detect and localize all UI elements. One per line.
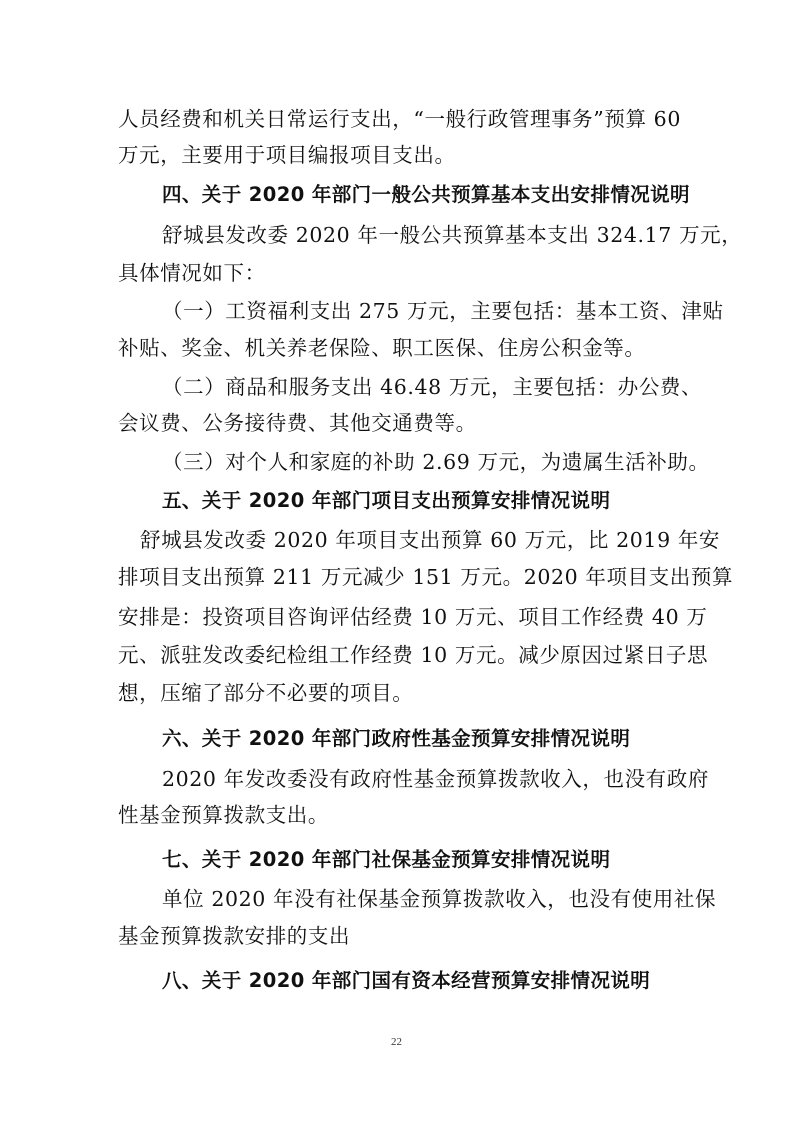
- text-line: 舒城县发改委 2020 年一般公共预算基本支出 324.17 万元，: [162, 223, 743, 247]
- section-heading-6: 六、关于 2020 年部门政府性基金预算安排情况说明: [162, 727, 631, 750]
- text-line: 人员经费和机关日常运行支出，“一般行政管理事务”预算 60: [118, 107, 681, 131]
- text-line: （一）工资福利支出 275 万元，主要包括：基本工资、津贴: [162, 299, 724, 323]
- text-line: 2020 年发改委没有政府性基金预算拨款收入，也没有政府: [162, 767, 709, 791]
- text-line: 具体情况如下：: [118, 261, 266, 285]
- text-line: 会议费、公务接待费、其他交通费等。: [118, 411, 477, 435]
- text-line: 元、派驻发改委纪检组工作经费 10 万元。减少原因过紧日子思: [118, 643, 709, 667]
- text-line: 万元，主要用于项目编报项目支出。: [118, 143, 456, 167]
- section-heading-7: 七、关于 2020 年部门社保基金预算安排情况说明: [162, 848, 611, 871]
- text-line: 舒城县发改委 2020 年项目支出预算 60 万元，比 2019 年安: [140, 528, 721, 552]
- text-line: 单位 2020 年没有社保基金预算拨款收入，也没有使用社保: [162, 887, 717, 911]
- section-heading-8: 八、关于 2020 年部门国有资本经营预算安排情况说明: [162, 969, 651, 992]
- text-line: 想，压缩了部分不必要的项目。: [118, 681, 414, 705]
- section-heading-5: 五、关于 2020 年部门项目支出预算安排情况说明: [162, 489, 611, 512]
- text-line: 安排是：投资项目咨询评估经费 10 万元、项目工作经费 40 万: [118, 605, 708, 629]
- text-line: 基金预算拨款安排的支出: [118, 924, 351, 948]
- text-line: 补贴、奖金、机关养老保险、职工医保、住房公积金等。: [118, 336, 646, 360]
- page-number: 22: [391, 1036, 402, 1048]
- text-line: （三）对个人和家庭的补助 2.69 万元，为遗属生活补助。: [162, 450, 710, 474]
- text-line: 性基金预算拨款支出。: [118, 803, 329, 827]
- section-heading-4: 四、关于 2020 年部门一般公共预算基本支出安排情况说明: [162, 183, 690, 206]
- text-line: （二）商品和服务支出 46.48 万元，主要包括：办公费、: [162, 375, 703, 399]
- text-line: 排项目支出预算 211 万元减少 151 万元。2020 年项目支出预算: [118, 565, 734, 589]
